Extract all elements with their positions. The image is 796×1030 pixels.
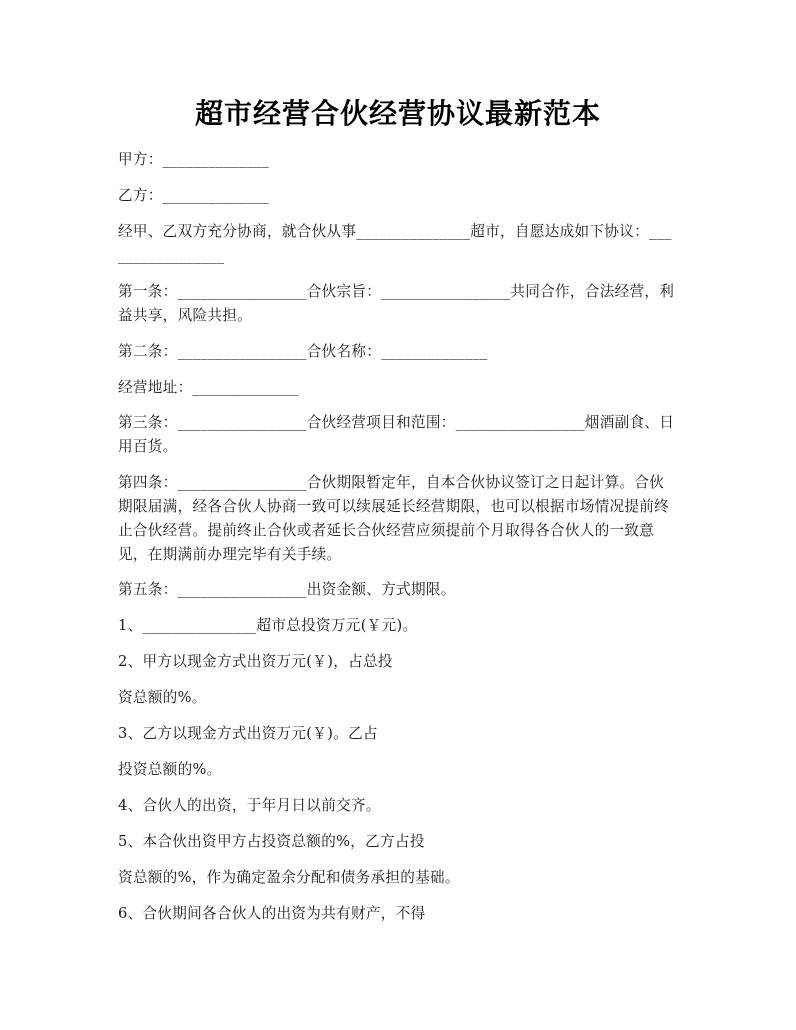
paragraph-article-3: 第三条：_________________合伙经营项目和范围：_________________烟酒副食、日用百货。	[118, 414, 675, 455]
paragraph-item-3-cont: 投资总额的%。	[118, 761, 222, 778]
paragraph-item-1: 1、_______________超市总投资万元(￥元)。	[118, 617, 418, 634]
paragraph-item-3: 3、乙方以现金方式出资万元(￥)。乙占	[118, 725, 378, 742]
paragraph-item-6: 6、合伙期间各合伙人的出资为共有财产，不得	[118, 905, 426, 922]
paragraph-party-b: 乙方：______________	[118, 187, 270, 204]
paragraph-preamble: 经甲、乙双方充分协商，就合伙从事_______________超市，自愿达成如下协议：_________________	[118, 223, 672, 264]
paragraph-article-2: 第二条：_________________合伙名称：______________	[118, 343, 488, 360]
paragraph-article-1: 第一条：_________________合伙宗旨：_________________共同合作，合法经营，利益共享，风险共担。	[118, 283, 675, 324]
paragraph-business-address: 经营地址：______________	[118, 379, 299, 396]
paragraph-article-5: 第五条：_________________出资金额、方式期限。	[118, 581, 456, 598]
paragraph-item-4: 4、合伙人的出资，于年月日以前交齐。	[118, 797, 381, 814]
paragraph-item-2: 2、甲方以现金方式出资万元(￥)，占总投	[118, 653, 393, 670]
paragraph-item-5-cont: 资总额的%，作为确定盈余分配和债务承担的基础。	[118, 869, 460, 886]
paragraph-party-a: 甲方：______________	[118, 151, 270, 168]
paragraph-article-4: 第四条：_________________合伙期限暂定年，自本合伙协议签订之日起计算。合伙期限届满，经各合伙人协商一致可以续展延长经营期限，也可以根据市场情况提前终止合伙经营。提前终止合伙或者延长合伙经营应须提前个月取得各合伙人的一致意见，在期满前办理完毕有关手续。	[118, 474, 670, 563]
paragraph-item-2-cont: 资总额的%。	[118, 689, 207, 706]
paragraph-item-5: 5、本合伙出资甲方占投资总额的%，乙方占投	[118, 833, 425, 850]
document-title: 超市经营合伙经营协议最新范本	[194, 97, 601, 130]
